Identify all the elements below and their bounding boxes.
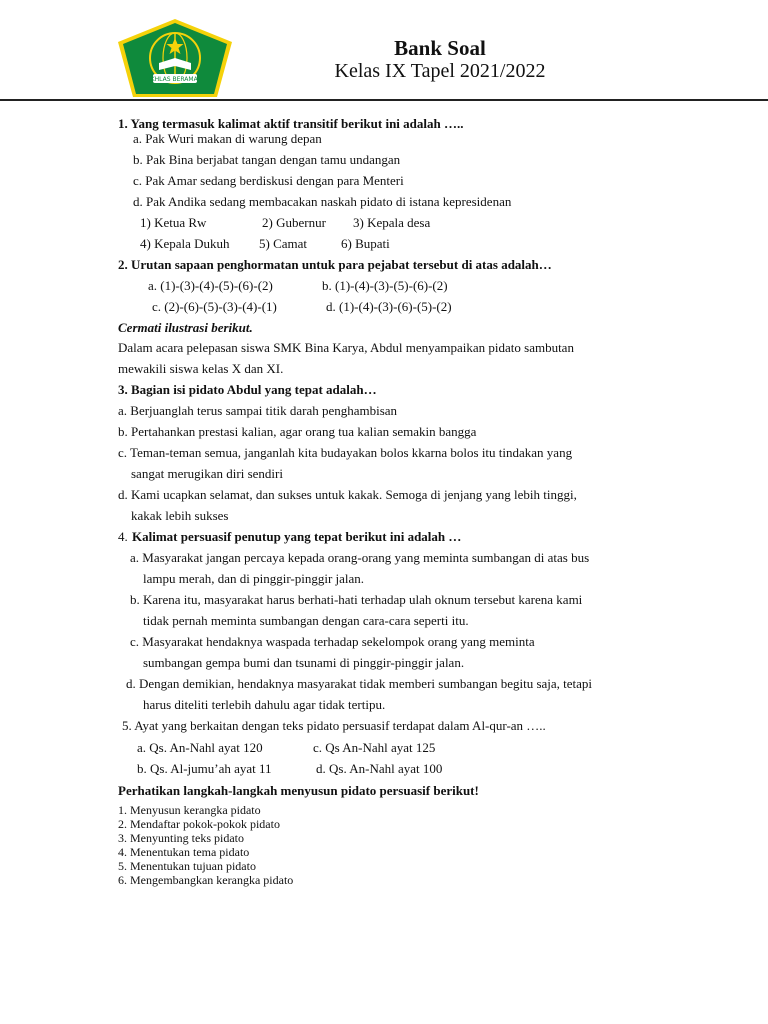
header-divider [0, 99, 768, 101]
illustration-line-2: mewakili siswa kelas X dan XI. [118, 361, 284, 376]
q4-option-d-line-1: d. Dengan demikian, hendaknya masyarakat tidak memberi sumbangan begitu saja, tetapi [126, 676, 593, 691]
step-4: 4. Menentukan tema pidato [118, 845, 250, 859]
kemenag-logo [116, 18, 234, 98]
illustration-line-1: Dalam acara pelepasan siswa SMK Bina Karya, Abdul menyampaikan pidato sambutan [118, 340, 574, 355]
q2-option-b: b. (1)-(4)-(3)-(5)-(6)-(2) [322, 278, 448, 293]
official-3: 3) Kepala desa [353, 215, 431, 230]
q3-option-c-line-1: c. Teman-teman semua, janganlah kita budayakan bolos kkarna bolos itu tindakan yang [118, 445, 573, 460]
page-title: Bank Soal [394, 36, 486, 60]
q1-option-d: d. Pak Andika sedang membacakan naskah pidato di istana kepresidenan [133, 194, 512, 209]
q4-number: 4. [118, 529, 128, 544]
logo-ribbon-text: IKHLAS BERAMAL [148, 76, 202, 83]
official-4: 4) Kepala Dukuh [140, 236, 230, 251]
q3-option-a: a. Berjuanglah terus sampai titik darah penghambisan [118, 403, 398, 418]
q1-stem: 1. Yang termasuk kalimat aktif transitif berikut ini adalah ….. [118, 116, 464, 131]
step-6: 6. Mengembangkan kerangka pidato [118, 873, 294, 887]
q4-option-d-line-2: harus diteliti terlebih dahulu agar tidak tertipu. [143, 697, 386, 712]
q5-option-a: a. Qs. An-Nahl ayat 120 [137, 740, 263, 755]
official-5: 5) Camat [259, 236, 308, 251]
q4-stem: Kalimat persuasif penutup yang tepat berikut ini adalah … [132, 529, 462, 544]
q1-option-b: b. Pak Bina berjabat tangan dengan tamu undangan [133, 152, 401, 167]
q4-option-b-line-2: tidak pernah meminta sumbangan dengan cara-cara seperti itu. [143, 613, 469, 628]
q2-option-a: a. (1)-(3)-(4)-(5)-(6)-(2) [148, 278, 273, 293]
step-5: 5. Menentukan tujuan pidato [118, 859, 256, 873]
q4-option-b-line-1: b. Karena itu, masyarakat harus berhati-hati terhadap ulah oknum tersebut karena kami [130, 592, 583, 607]
official-2: 2) Gubernur [262, 215, 326, 230]
illustration-heading: Cermati ilustrasi berikut. [118, 320, 253, 335]
page-subtitle: Kelas IX Tapel 2021/2022 [334, 60, 546, 82]
q4-option-a-line-1: a. Masyarakat jangan percaya kepada orang-orang yang meminta sumbangan di atas bus [130, 550, 590, 565]
q1-option-c: c. Pak Amar sedang berdiskusi dengan para Menteri [133, 173, 404, 188]
q1-option-a: a. Pak Wuri makan di warung depan [133, 131, 322, 146]
q3-option-b: b. Pertahankan prestasi kalian, agar orang tua kalian semakin bangga [118, 424, 477, 439]
q5-option-b: b. Qs. Al-jumu’ah ayat 11 [137, 761, 272, 776]
step-1: 1. Menyusun kerangka pidato [118, 803, 261, 817]
step-2: 2. Mendaftar pokok-pokok pidato [118, 817, 280, 831]
q4-option-c-line-1: c. Masyarakat hendaknya waspada terhadap sekelompok orang yang meminta [130, 634, 535, 649]
q3-option-c-line-2: sangat merugikan diri sendiri [131, 466, 283, 481]
step-3: 3. Menyunting teks pidato [118, 831, 244, 845]
official-1: 1) Ketua Rw [140, 215, 207, 230]
q2-option-d: d. (1)-(4)-(3)-(6)-(5)-(2) [326, 299, 452, 314]
q5-option-c: c. Qs An-Nahl ayat 125 [313, 740, 436, 755]
q4-option-c-line-2: sumbangan gempa bumi dan tsunami di pinggir-pinggir jalan. [143, 655, 465, 670]
q2-stem: 2. Urutan sapaan penghormatan untuk para pejabat tersebut di atas adalah… [118, 257, 552, 272]
q5-stem: 5. Ayat yang berkaitan dengan teks pidato persuasif terdapat dalam Al-qur-an ….. [122, 718, 546, 733]
q2-option-c: c. (2)-(6)-(5)-(3)-(4)-(1) [152, 299, 277, 314]
q4-option-a-line-2: lampu merah, dan di pinggir-pinggir jalan. [143, 571, 365, 586]
q3-stem: 3. Bagian isi pidato Abdul yang tepat adalah… [118, 382, 377, 397]
steps-heading: Perhatikan langkah-langkah menyusun pidato persuasif berikut! [118, 783, 479, 798]
q5-option-d: d. Qs. An-Nahl ayat 100 [316, 761, 443, 776]
q3-option-d-line-1: d. Kami ucapkan selamat, dan sukses untuk kakak. Semoga di jenjang yang lebih tinggi, [118, 487, 577, 502]
official-6: 6) Bupati [341, 236, 390, 251]
q3-option-d-line-2: kakak lebih sukses [131, 508, 229, 523]
